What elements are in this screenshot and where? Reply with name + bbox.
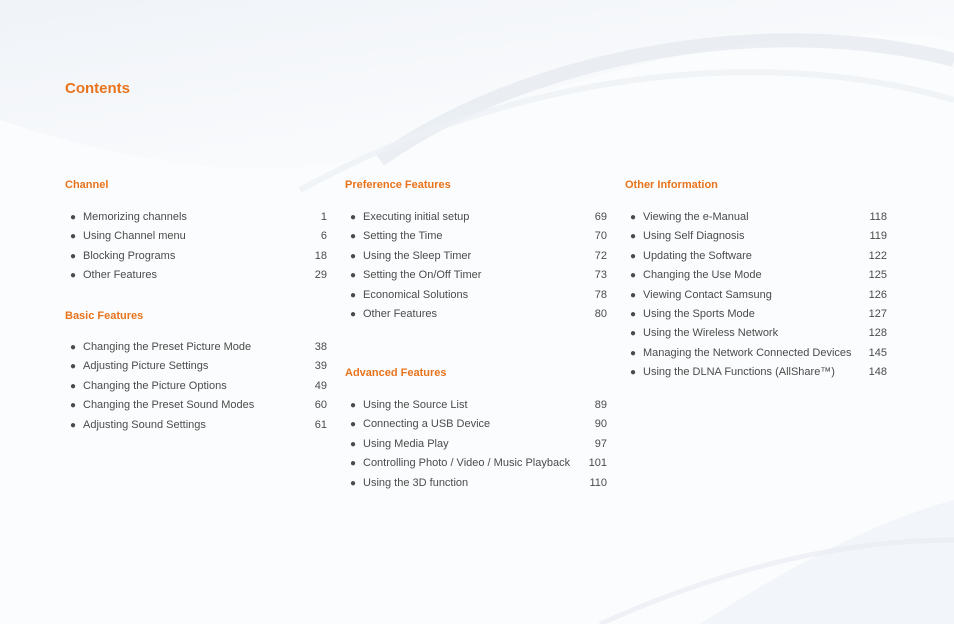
page-number: 60: [314, 399, 327, 412]
page-number: 39: [314, 360, 327, 373]
toc-item[interactable]: ● Managing the Network Connected Devices 145: [625, 344, 887, 363]
page-number: 110: [589, 476, 607, 489]
toc-item[interactable]: ● Other Features 29: [65, 266, 327, 285]
bullet-icon: ●: [70, 212, 77, 223]
toc-item[interactable]: ● Using Channel menu 6: [65, 227, 327, 246]
toc-list-preference-features: [345, 208, 607, 324]
bullet-icon: ●: [350, 400, 357, 411]
section-heading-preference-features: Preference Features: [345, 179, 451, 191]
page-title: Contents: [65, 80, 130, 97]
bullet-icon: ●: [630, 367, 637, 379]
page-number: 89: [594, 399, 607, 411]
page-number: 145: [868, 346, 887, 359]
page-number: 97: [594, 437, 607, 450]
page-number: 73: [594, 269, 607, 282]
toc-item[interactable]: ● Changing the Preset Sound Modes 60: [65, 396, 327, 415]
page-number: 148: [868, 366, 887, 379]
bullet-icon: ●: [350, 250, 357, 262]
toc-list-other-information: [625, 208, 887, 383]
toc-item[interactable]: ● Using Self Diagnosis 119: [625, 227, 887, 246]
bullet-icon: ●: [70, 250, 77, 262]
page-number: 38: [314, 341, 327, 353]
bullet-icon: ●: [350, 231, 357, 243]
section-heading-other-information: Other Information: [625, 179, 718, 191]
page-number: 1: [320, 211, 327, 223]
section-heading-basic-features: Basic Features: [65, 310, 144, 322]
bullet-icon: ●: [350, 438, 357, 450]
toc-item[interactable]: ● Using the Wireless Network 128: [625, 324, 887, 343]
toc-item[interactable]: ● Executing initial setup 69: [345, 208, 607, 227]
bullet-icon: ●: [350, 212, 357, 223]
toc-item[interactable]: ● Using the Sleep Timer 72: [345, 247, 607, 266]
page-number: 29: [314, 269, 327, 282]
bullet-icon: ●: [630, 347, 637, 359]
bullet-icon: ●: [70, 342, 77, 353]
toc-item[interactable]: ● Adjusting Picture Settings 39: [65, 357, 327, 376]
page-number: 119: [869, 230, 887, 243]
page-number: 125: [868, 269, 887, 282]
page-number: 69: [594, 211, 607, 223]
toc-list-channel: [65, 208, 327, 286]
page-number: 127: [868, 307, 887, 320]
toc-item[interactable]: ● Blocking Programs 18: [65, 247, 327, 266]
bullet-icon: ●: [350, 270, 357, 282]
page-number: 70: [594, 230, 607, 243]
toc-item[interactable]: ● Changing the Preset Picture Mode 38: [65, 338, 327, 357]
page-number: 78: [594, 288, 607, 301]
page-number: 126: [868, 288, 887, 301]
toc-item[interactable]: ● Changing the Picture Options 49: [65, 377, 327, 396]
toc-list-basic-features: [65, 338, 327, 435]
bullet-icon: ●: [70, 400, 77, 412]
bullet-icon: ●: [630, 250, 637, 262]
page-number: 101: [588, 457, 607, 470]
toc-item[interactable]: ● Viewing Contact Samsung 126: [625, 286, 887, 305]
page-number: 90: [594, 418, 607, 431]
toc-item[interactable]: ● Memorizing channels 1: [65, 208, 327, 227]
toc-item[interactable]: ● Changing the Use Mode 125: [625, 266, 887, 285]
toc-item[interactable]: ● Economical Solutions 78: [345, 286, 607, 305]
page-number: 49: [314, 379, 327, 392]
bullet-icon: ●: [630, 231, 637, 243]
bullet-icon: ●: [70, 361, 77, 373]
page-number: 6: [320, 230, 327, 243]
toc-item[interactable]: ● Using the Source List 89: [345, 396, 607, 415]
page-number: 118: [869, 211, 887, 223]
bullet-icon: ●: [630, 308, 637, 320]
page-number: 18: [314, 249, 327, 262]
bullet-icon: ●: [350, 289, 357, 301]
section-heading-channel: Channel: [65, 179, 109, 191]
page-number: 72: [594, 249, 607, 262]
bullet-icon: ●: [630, 289, 637, 301]
toc-item[interactable]: ● Setting the Time 70: [345, 227, 607, 246]
bullet-icon: ●: [350, 308, 357, 320]
toc-item[interactable]: ● Viewing the e-Manual 118: [625, 208, 887, 227]
toc-item[interactable]: ● Using Media Play 97: [345, 435, 607, 454]
bullet-icon: ●: [70, 419, 77, 431]
toc-item[interactable]: ● Adjusting Sound Settings 61: [65, 416, 327, 435]
toc-item[interactable]: ● Controlling Photo / Video / Music Playback 101: [345, 454, 607, 473]
bullet-icon: ●: [630, 328, 637, 340]
page-number: 80: [594, 307, 607, 320]
toc-list-advanced-features: [345, 396, 607, 493]
toc-item[interactable]: ● Updating the Software 122: [625, 247, 887, 266]
toc-item[interactable]: ● Other Features 80: [345, 305, 607, 324]
toc-item[interactable]: ● Using the Sports Mode 127: [625, 305, 887, 324]
page-number: 128: [868, 327, 887, 340]
page-number: 61: [314, 418, 327, 431]
section-heading-advanced-features: Advanced Features: [345, 367, 447, 379]
bullet-icon: ●: [70, 231, 77, 243]
bullet-icon: ●: [630, 270, 637, 282]
toc-item[interactable]: ● Using the DLNA Functions (AllShare™) 148: [625, 363, 887, 382]
bullet-icon: ●: [630, 212, 637, 223]
page-number: 122: [868, 249, 887, 262]
bullet-icon: ●: [70, 380, 77, 392]
bullet-icon: ●: [70, 270, 77, 282]
bullet-icon: ●: [350, 458, 357, 470]
bullet-icon: ●: [350, 419, 357, 431]
toc-item[interactable]: ● Using the 3D function 110: [345, 474, 607, 493]
bullet-icon: ●: [350, 477, 357, 489]
toc-item[interactable]: ● Setting the On/Off Timer 73: [345, 266, 607, 285]
toc-item[interactable]: ● Connecting a USB Device 90: [345, 415, 607, 434]
